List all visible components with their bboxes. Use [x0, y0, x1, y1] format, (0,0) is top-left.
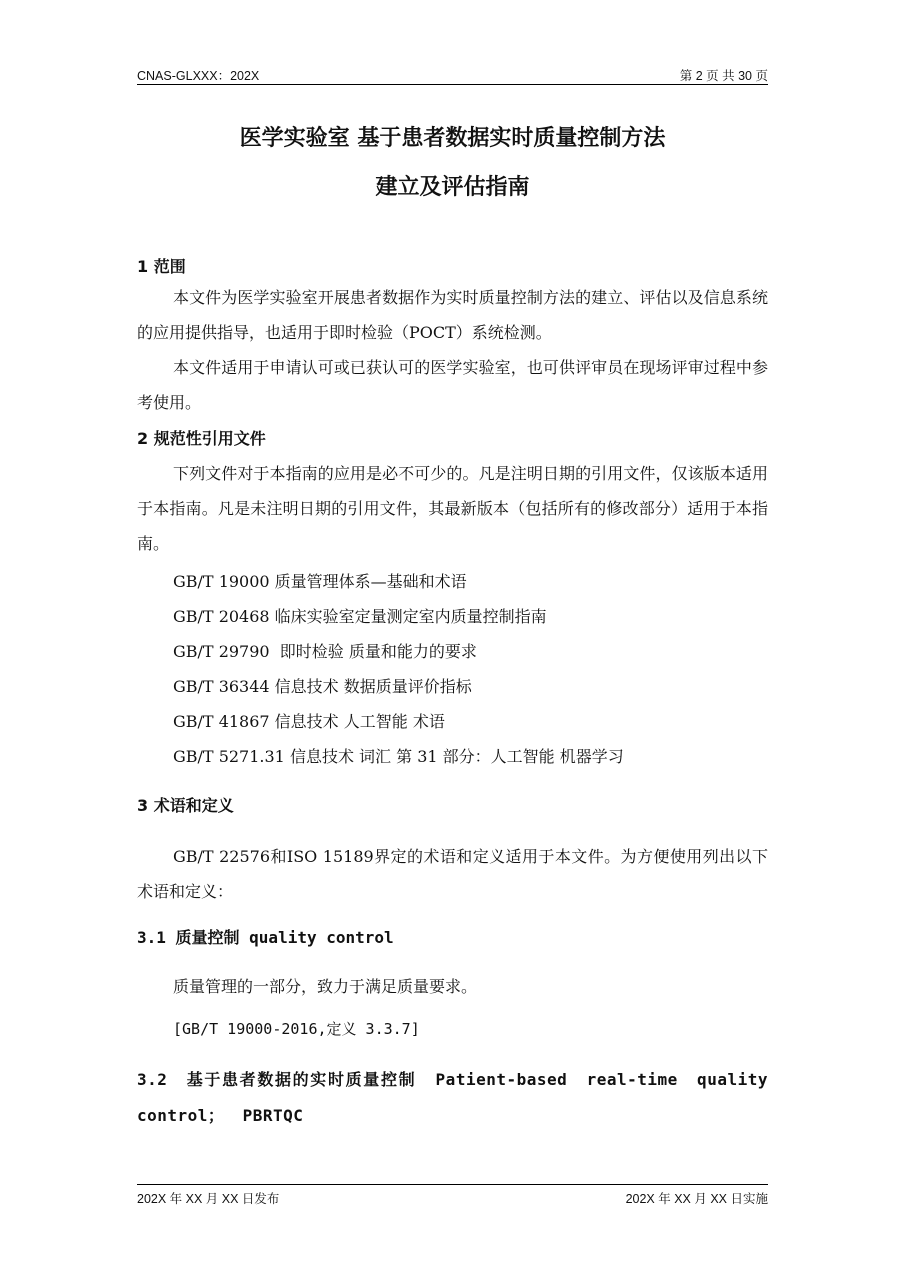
reference-item: GB/T 36344 信息技术 数据质量评价指标 — [173, 677, 472, 696]
section-3-1-source: [GB/T 19000-2016,定义 3.3.7] — [173, 1020, 420, 1038]
doc-code: CNAS-GLXXX：202X — [137, 69, 260, 83]
section-3-2-heading: 3.2 基于患者数据的实时质量控制 Patient-based real-time quality control； PBRTQC — [137, 1070, 768, 1125]
page-header — [137, 64, 768, 85]
page-footer — [137, 1184, 768, 1206]
reference-item: GB/T 29790 即时检验 质量和能力的要求 — [173, 642, 477, 661]
section-3-heading: 3 术语和定义 — [137, 796, 234, 815]
section-1-heading: 1 范围 — [137, 257, 186, 276]
section-3-para: GB/T 22576和ISO 15189界定的术语和定义适用于本文件。为方便使用列出以下术语和定义： — [137, 847, 768, 901]
section-1-para1: 本文件为医学实验室开展患者数据作为实时质量控制方法的建立、评估以及信息系统的应用提供指导，也适用于即时检验（POCT）系统检测。 — [137, 288, 768, 342]
release-date: 202X 年 XX 月 XX 日发布 — [137, 1192, 280, 1206]
doc-title-line2: 建立及评估指南 — [375, 175, 530, 200]
reference-list — [137, 564, 768, 774]
reference-item: GB/T 41867 信息技术 人工智能 术语 — [173, 712, 445, 731]
reference-item: GB/T 19000 质量管理体系—基础和术语 — [173, 572, 467, 591]
effective-date: 202X 年 XX 月 XX 日实施 — [625, 1192, 768, 1206]
section-2-heading: 2 规范性引用文件 — [137, 429, 266, 448]
section-1-para2: 本文件适用于申请认可或已获认可的医学实验室，也可供评审员在现场评审过程中参考使用。 — [137, 358, 768, 412]
reference-item: GB/T 20468 临床实验室定量测定室内质量控制指南 — [173, 607, 547, 626]
doc-title-line1: 医学实验室 基于患者数据实时质量控制方法 — [239, 126, 666, 151]
section-3-1-definition: 质量管理的一部分，致力于满足质量要求。 — [173, 977, 478, 996]
reference-item: GB/T 5271.31 信息技术 词汇 第 31 部分：人工智能 机器学习 — [173, 747, 624, 766]
page-number: 第 2 页 共 30 页 — [679, 69, 768, 83]
section-3-1-heading: 3.1 质量控制 quality control — [137, 928, 394, 947]
section-2-para: 下列文件对于本指南的应用是必不可少的。凡是注明日期的引用文件，仅该版本适用于本指南。凡是未注明日期的引用文件，其最新版本（包括所有的修改部分）适用于本指南。 — [137, 464, 768, 553]
